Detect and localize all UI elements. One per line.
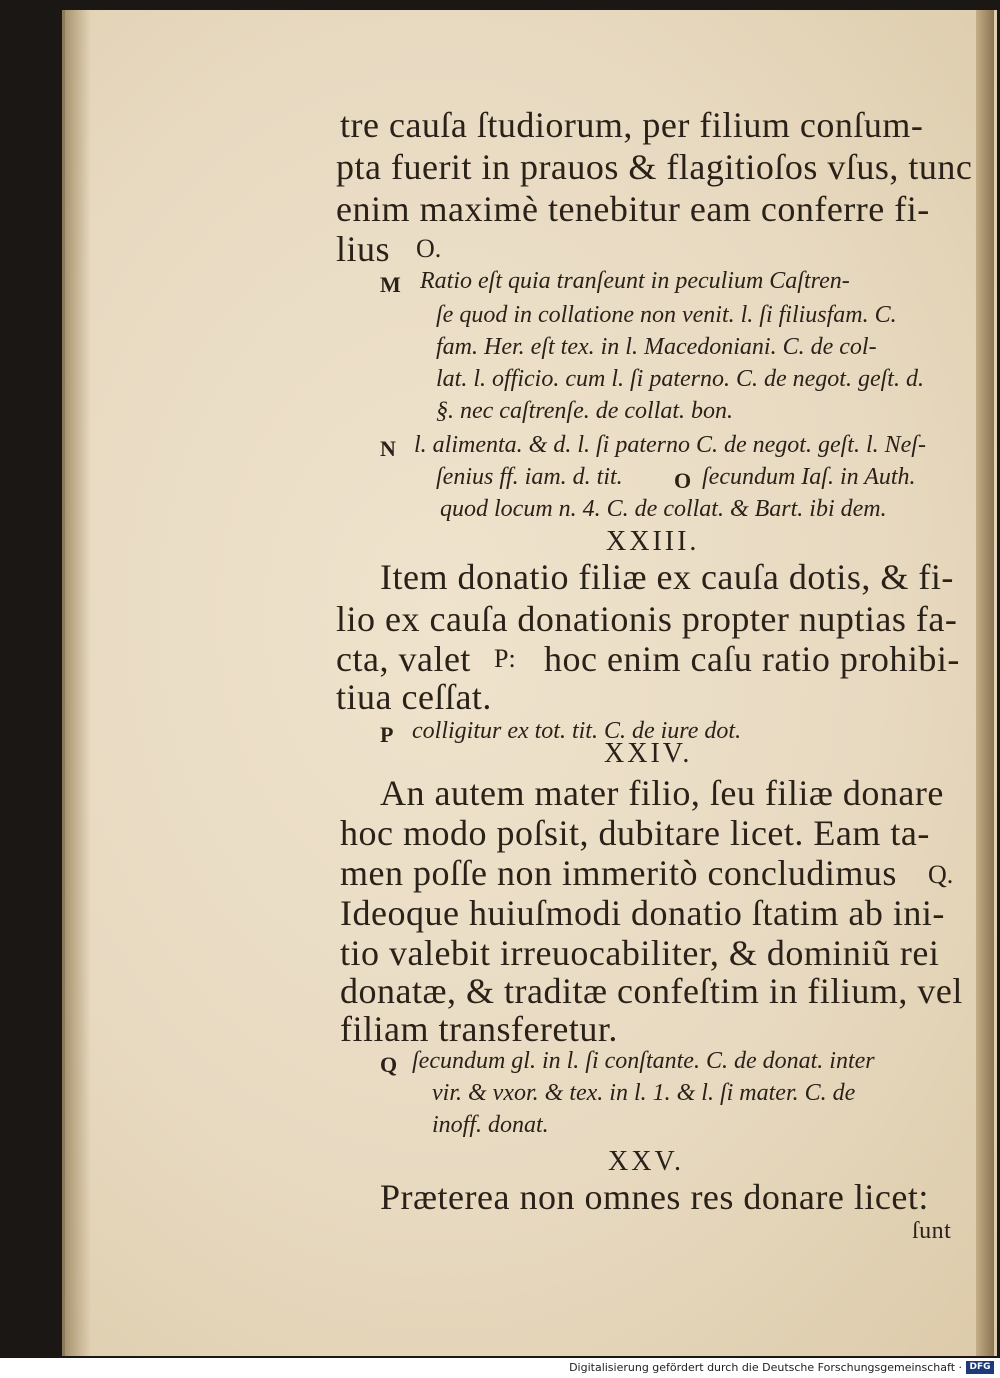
note-q-line-2: vir. & vxor. & tex. in l. 1. & l. ſi mater. C. de	[432, 1080, 856, 1106]
section-23-line-3b: hoc enim caſu ratio prohibi-	[544, 639, 960, 679]
note-m-line-4: lat. l. officio. cum l. ſi paterno. C. de negot. geſt. d.	[436, 366, 924, 392]
section-23-line-1: Item donatio filiæ ex cauſa dotis, & fi-	[380, 557, 954, 597]
section-heading-23: XXIII.	[606, 526, 700, 557]
text-line-1: tre cauſa ſtudiorum, per filium conſum-	[340, 105, 924, 145]
footer-credit: Digitalisierung gefördert durch die Deutsche Forschungsgemeinschaft ·	[569, 1361, 962, 1374]
note-marker-m: M	[380, 272, 401, 297]
note-m-line-2: ſe quod in collatione non venit. l. ſi filiusfam. C.	[436, 302, 897, 328]
text-line-3: enim maximè tenebitur eam conferre fi-	[336, 189, 930, 229]
note-marker-p: P	[380, 722, 394, 747]
note-n-line-4: quod locum n. 4. C. de collat. & Bart. ibi dem.	[440, 496, 887, 522]
note-n-line-1: l. alimenta. & d. l. ſi paterno C. de negot. geſt. l. Neſ-	[414, 432, 926, 458]
section-23-line-4: tiua ceſſat.	[336, 677, 492, 717]
footnote-ref-q: Q.	[928, 860, 954, 889]
section-24-line-6: donatæ, & traditæ confeſtim in filium, vel	[340, 971, 963, 1011]
note-marker-q: Q	[380, 1052, 398, 1077]
catchword: ſunt	[912, 1218, 952, 1244]
dfg-logo: DFG	[966, 1361, 994, 1374]
note-m-line-1: Ratio eſt quia tranſeunt in peculium Caſtren-	[420, 268, 850, 294]
page-gutter-shadow	[65, 10, 91, 1356]
section-24-line-2: hoc modo poſsit, dubitare licet. Eam ta-	[340, 813, 930, 853]
section-24-line-1: An autem mater filio, ſeu filiæ donare	[380, 773, 944, 813]
note-n-line-3: ſecundum Iaſ. in Auth.	[702, 464, 916, 490]
section-24-line-3: men poſſe non immeritò concludimus	[340, 853, 897, 893]
page-edge	[976, 10, 994, 1356]
note-q-line-3: inoff. donat.	[432, 1112, 549, 1138]
section-heading-25: XXV.	[608, 1146, 685, 1177]
section-24-line-7: filiam transferetur.	[340, 1009, 618, 1049]
note-p-text: colligitur ex tot. tit. C. de iure dot.	[412, 718, 742, 744]
footnote-ref-p: P:	[494, 644, 516, 673]
section-23-line-2: lio ex cauſa donationis propter nuptias fa-	[336, 599, 958, 639]
note-m-line-3: fam. Her. eſt tex. in l. Macedoniani. C. de col-	[436, 334, 877, 360]
text-line-2: pta fuerit in prauos & flagitioſos vſus, tunc	[336, 147, 973, 187]
section-24-line-5: tio valebit irreuocabiliter, & dominiũ rei	[340, 933, 940, 973]
section-23-line-3: cta, valet	[336, 639, 471, 679]
note-q-line-1: ſecundum gl. in l. ſi conſtante. C. de donat. inter	[412, 1048, 875, 1074]
section-heading-24: XXIV.	[604, 738, 693, 769]
text-line-4: lius	[336, 229, 391, 269]
digitization-footer	[0, 1358, 1000, 1378]
section-25-line-1: Præterea non omnes res donare licet:	[380, 1177, 929, 1217]
footnote-ref-o: O.	[416, 234, 442, 263]
note-marker-o: O	[674, 468, 692, 493]
note-marker-n: N	[380, 436, 396, 461]
note-m-line-5: §. nec caſtrenſe. de collat. bon.	[436, 398, 734, 424]
section-24-line-4: Ideoque huiuſmodi donatio ſtatim ab ini-	[340, 893, 945, 933]
note-n-line-2: ſenius ff. iam. d. tit.	[436, 464, 623, 490]
